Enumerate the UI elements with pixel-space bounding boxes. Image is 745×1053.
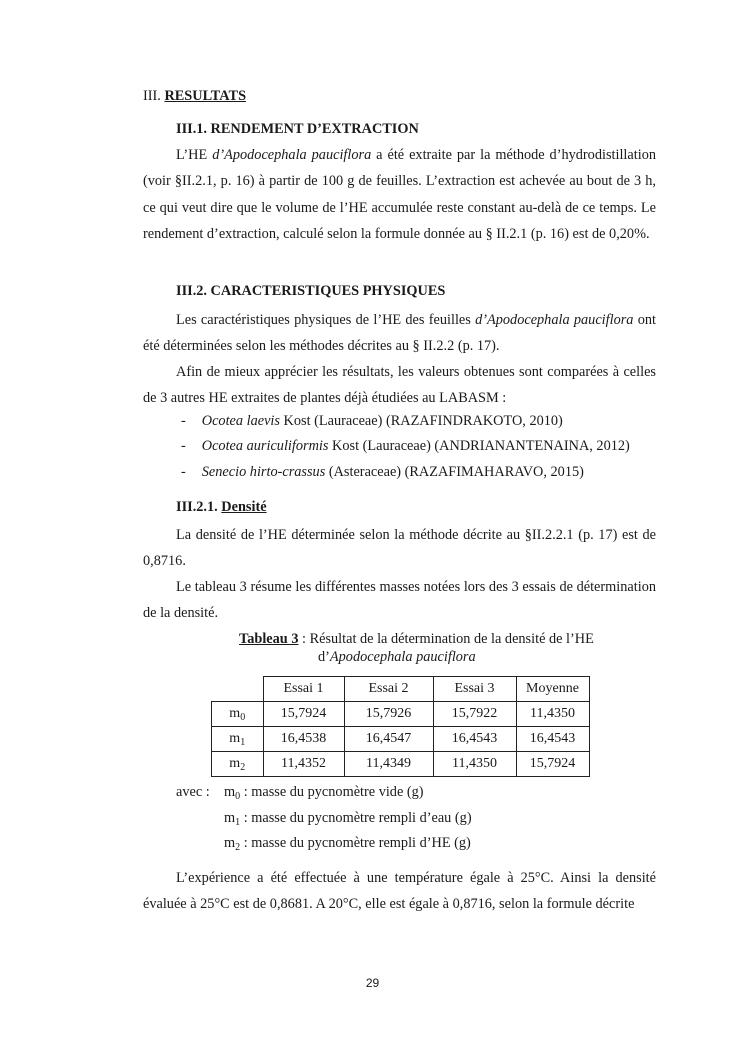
- table-row: [212, 702, 590, 727]
- table-row: [212, 752, 590, 777]
- table-cell: 16,4543: [516, 727, 589, 752]
- paragraph-caracteristiques: Les caractéristiques physiques de l’HE des feuilles d’Apodocephala pauciflora ont été déterminées selon les méthodes décrites au § II.2.2 (p. 17).: [143, 312, 656, 355]
- table-caption: Tableau 3 : Résultat de la détermination de la densité de l’HE: [239, 631, 594, 647]
- table-caption-line2: d’Apodocephala pauciflora: [318, 649, 476, 665]
- table-cell: 15,7926: [344, 702, 433, 727]
- section-title: RESULTATS: [164, 88, 247, 104]
- density-table: [211, 676, 590, 777]
- table-cell: 11,4350: [433, 752, 516, 777]
- paragraph-rendement: L’HE d’Apodocephala pauciflora a été extraite par la méthode d’hydrodistillation (voir §II.2.1, p. 16) à partir de 100 g de feuilles. L’extraction est achevée au bout de 3 h, ce qui veut dire que le volume de l’HE accumulée reste constant au-delà de ce temps. Le rendement d’extraction, calculé selon la formule donnée au § II.2.1 (p. 16) est de 0,20%.: [143, 147, 656, 242]
- subsubsection-heading-densite: III.2.1. Densité: [176, 499, 267, 515]
- section-heading: [143, 88, 246, 105]
- row-label: $m_2$: [212, 752, 264, 777]
- table-header: Essai 2: [344, 677, 433, 702]
- paragraph-densite: La densité de l’HE déterminée selon la méthode décrite au §II.2.2.1 (p. 17) est de 0,8716.: [143, 527, 656, 570]
- paragraph-tableau-intro: Le tableau 3 résume les différentes masses notées lors des 3 essais de détermination de la densité.: [143, 579, 656, 622]
- table-header-row: [212, 677, 590, 702]
- table-header: Essai 1: [263, 677, 344, 702]
- list-item: - Senecio hirto-crassus (Asteraceae) (RAZAFIMAHARAVO, 2015): [181, 464, 584, 480]
- table-cell: 16,4543: [433, 727, 516, 752]
- subsection-heading-caracteristiques: III.2. CARACTERISTIQUES PHYSIQUES: [176, 283, 446, 299]
- table-header: Moyenne: [516, 677, 589, 702]
- paragraph-comparaison: Afin de mieux apprécier les résultats, les valeurs obtenues sont comparées à celles de 3 autres HE extraites de plantes déjà étudiées au LABASM :: [143, 364, 656, 407]
- row-label: $m_0$: [212, 702, 264, 727]
- table-cell: 15,7924: [516, 752, 589, 777]
- table-cell: 16,4538: [263, 727, 344, 752]
- page-number: 29: [365, 976, 380, 990]
- list-item: - Ocotea laevis Kost (Lauraceae) (RAZAFINDRAKOTO, 2010): [181, 413, 563, 429]
- table-cell: 16,4547: [344, 727, 433, 752]
- table-cell: 15,7924: [263, 702, 344, 727]
- table-cell: 11,4350: [516, 702, 589, 727]
- legend-avec: avec :: [176, 784, 210, 800]
- row-label: $m_1$: [212, 727, 264, 752]
- legend-item: $m_2$ : masse du pycnomètre rempli d’HE (g): [224, 835, 471, 853]
- table-row: [212, 727, 590, 752]
- list-item: - Ocotea auriculiformis Kost (Lauraceae) (ANDRIANANTENAINA, 2012): [181, 438, 630, 454]
- paragraph-temperature: L’expérience a été effectuée à une température égale à 25°C. Ainsi la densité évaluée à 25°C est de 0,8681. A 20°C, elle est égale à 0,8716, selon la formule décrite: [143, 870, 656, 913]
- table-header: Essai 3: [433, 677, 516, 702]
- table-cell: 11,4352: [263, 752, 344, 777]
- legend-item: $m_0$ : masse du pycnomètre vide (g): [224, 784, 424, 802]
- table-cell: 11,4349: [344, 752, 433, 777]
- legend-item: $m_1$ : masse du pycnomètre rempli d’eau (g): [224, 810, 472, 828]
- table-cell: 15,7922: [433, 702, 516, 727]
- subsection-heading-rendement: III.1. RENDEMENT D’EXTRACTION: [176, 121, 419, 137]
- section-number: III.: [143, 88, 161, 104]
